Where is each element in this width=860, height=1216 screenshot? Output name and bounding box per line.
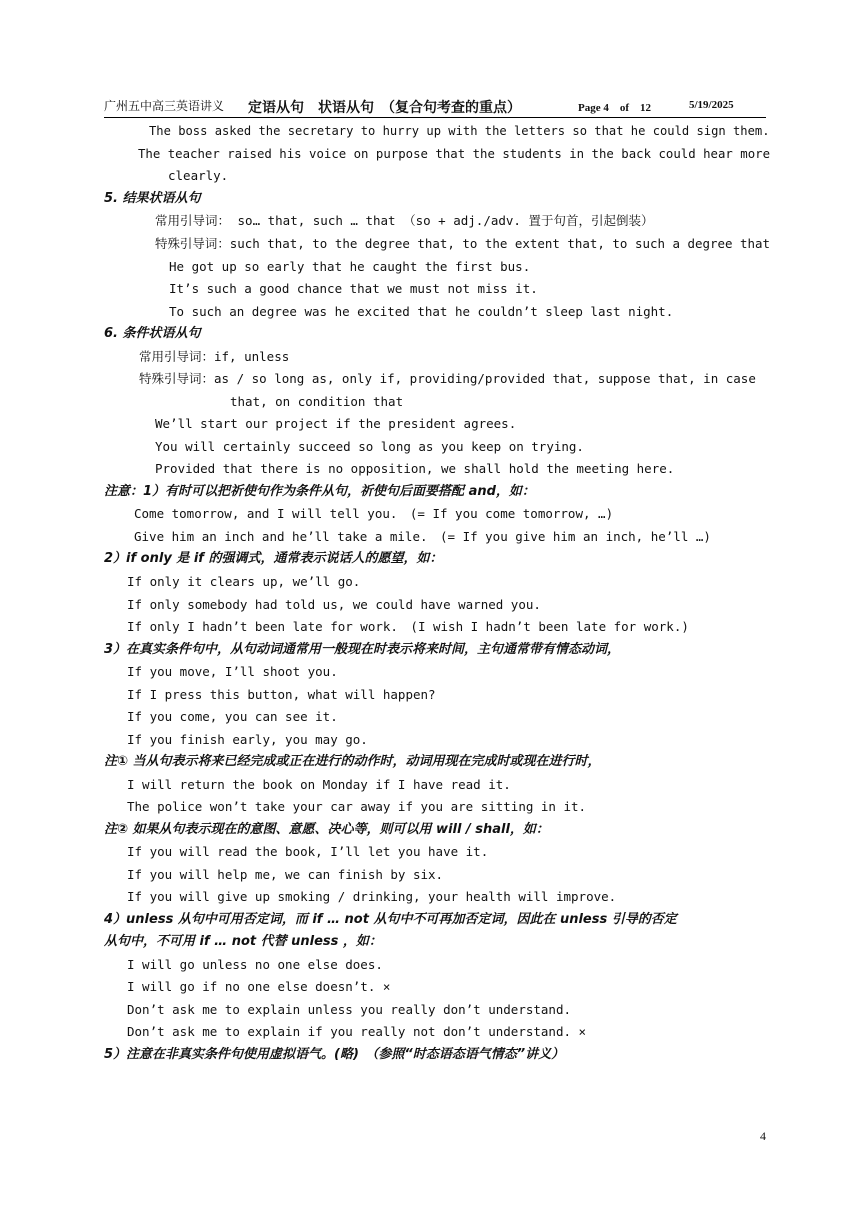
example-line: If you will read the book, I’ll let you have it. bbox=[127, 844, 489, 859]
example-line: If only somebody had told us, we could have warned you. bbox=[127, 597, 541, 612]
example-line: If you will help me, we can finish by six. bbox=[127, 867, 444, 882]
example-line: Come tomorrow, and I will tell you. (= If you come tomorrow, …) bbox=[134, 506, 614, 521]
body-line: The teacher raised his voice on purpose that the students in the back could hear more bbox=[138, 146, 771, 161]
header-date: 5/19/2025 bbox=[689, 99, 734, 111]
note-heading-continued: 从句中，不可用 if … not 代替 unless ，如： bbox=[104, 934, 382, 949]
note-heading: 3）在真实条件句中，从句动词通常用一般现在时表示将来时间，主句通常带有情态动词， bbox=[104, 642, 621, 657]
body-line: The boss asked the secretary to hurry up with the letters so that he could sign them. bbox=[149, 123, 770, 138]
note-heading: 注② 如果从句表示现在的意图、意愿、决心等，则可以用 will / shall，如： bbox=[104, 822, 549, 837]
note-heading: 5）注意在非真实条件句使用虚拟语气。(略) （参照“时态语态语气情态”讲义） bbox=[104, 1047, 565, 1062]
note-heading: 2）if only 是 if 的强调式，通常表示说话人的愿望，如： bbox=[104, 551, 443, 566]
body-line: that, on condition that bbox=[230, 394, 404, 409]
example-line: If only it clears up, we’ll go. bbox=[127, 574, 361, 589]
example-line: Don’t ask me to explain unless you really don’t understand. bbox=[127, 1002, 572, 1017]
example-line: It’s such a good chance that we must not miss it. bbox=[169, 281, 538, 296]
note-heading: 4）unless 从句中可用否定词，而 if … not 从句中不可再加否定词，因此在 unless 引导的否定 bbox=[104, 912, 677, 927]
body-line: 常用引导词：if, unless bbox=[139, 349, 290, 364]
page-number: 4 bbox=[760, 1129, 766, 1143]
note-heading: 注① 当从句表示将来已经完成或正在进行的动作时，动词用现在完成时或现在进行时， bbox=[104, 754, 601, 769]
example-line: Provided that there is no opposition, we shall hold the meeting here. bbox=[155, 461, 675, 476]
body-line: clearly. bbox=[168, 168, 229, 183]
header-school: 广州五中高三英语讲义 bbox=[104, 99, 225, 113]
body-line: 特殊引导词：such that, to the degree that, to the extent that, to such a degree that bbox=[155, 236, 771, 251]
example-line: You will certainly succeed so long as you keep on trying. bbox=[155, 439, 584, 454]
header-title: 定语从句 状语从句 （复合句考查的重点） bbox=[248, 100, 521, 116]
example-line: Don’t ask me to explain if you really not don’t understand. × bbox=[127, 1024, 587, 1039]
example-line: He got up so early that he caught the first bus. bbox=[169, 259, 531, 274]
example-line: If you finish early, you may go. bbox=[127, 732, 368, 747]
example-line: If you come, you can see it. bbox=[127, 709, 338, 724]
example-line: If you move, I’ll shoot you. bbox=[127, 664, 338, 679]
page-header bbox=[104, 95, 766, 118]
example-line: To such an degree was he excited that he couldn’t sleep last night. bbox=[169, 304, 674, 319]
header-page-label: Page 4 of 12 bbox=[578, 102, 652, 114]
example-line: I will return the book on Monday if I have read it. bbox=[127, 777, 511, 792]
example-line: If you will give up smoking / drinking, your health will improve. bbox=[127, 889, 617, 904]
example-line: If I press this button, what will happen? bbox=[127, 687, 436, 702]
example-line: I will go if no one else doesn’t. × bbox=[127, 979, 391, 994]
note-heading: 注意：1）有时可以把祈使句作为条件从句，祈使句后面要搭配 and，如： bbox=[104, 484, 535, 499]
section-heading: 5. 结果状语从句 bbox=[104, 191, 201, 206]
body-line: 特殊引导词：as / so long as, only if, providing/provided that, suppose that, in case bbox=[139, 371, 756, 386]
body-line: 常用引导词： so… that, such … that （so + adj./adv. 置于句首，引起倒装） bbox=[155, 213, 654, 228]
example-line: The police won’t take your car away if you are sitting in it. bbox=[127, 799, 587, 814]
example-line: Give him an inch and he’ll take a mile. (= If you give him an inch, he’ll …) bbox=[134, 529, 711, 544]
section-heading: 6. 条件状语从句 bbox=[104, 326, 201, 341]
example-line: I will go unless no one else does. bbox=[127, 957, 383, 972]
example-line: If only I hadn’t been late for work. (I wish I hadn’t been late for work.) bbox=[127, 619, 689, 634]
example-line: We’ll start our project if the president agrees. bbox=[155, 416, 517, 431]
